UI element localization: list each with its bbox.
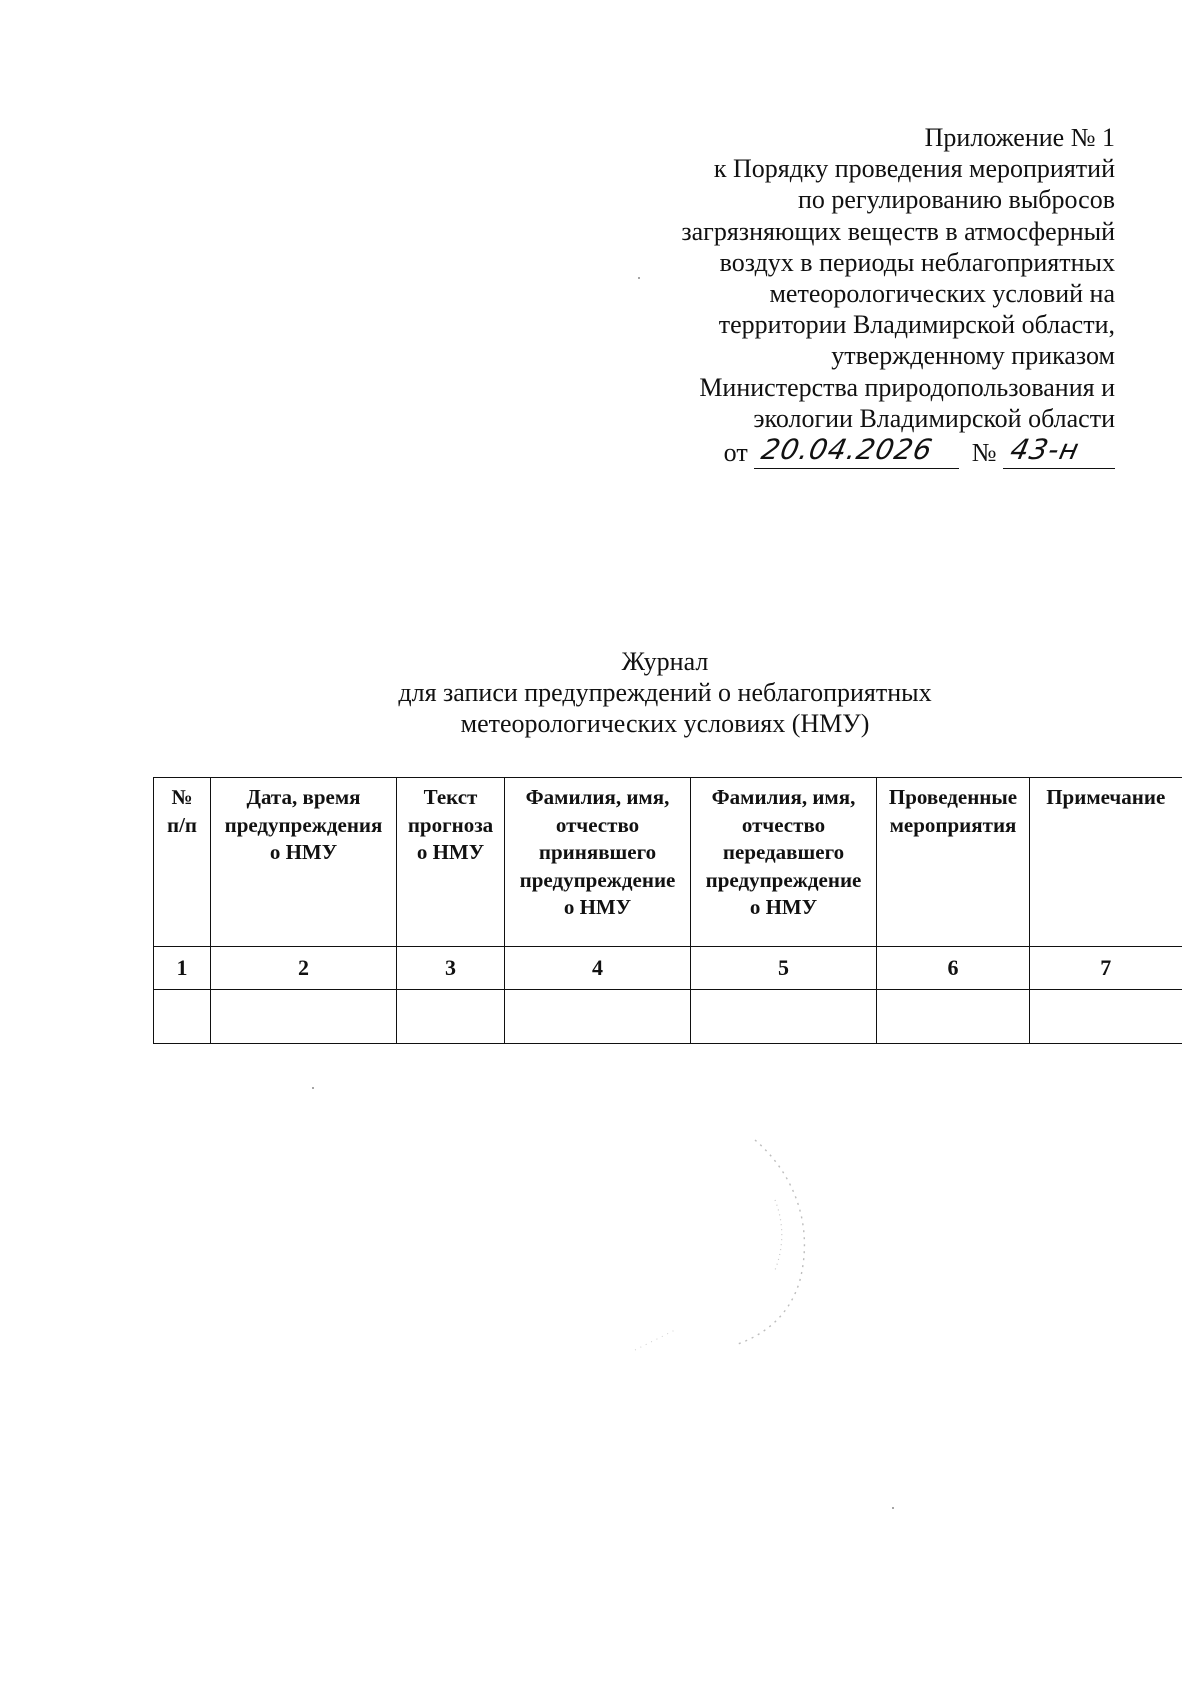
appendix-line: метеорологических условий на [769, 279, 1115, 309]
empty-cell [154, 990, 211, 1044]
appendix-line: по регулированию выбросов [797, 185, 1115, 215]
column-number-cell: 3 [397, 947, 505, 990]
appendix-line: к Порядку проведения мероприятий [713, 154, 1115, 184]
journal-table [153, 777, 1182, 1044]
column-number-row [154, 947, 1182, 990]
header-cell: Примечание [1030, 778, 1182, 947]
faint-stamp-trace [615, 1130, 825, 1360]
column-number-cell: 7 [1030, 947, 1182, 990]
appendix-line: Приложение № 1 [924, 123, 1115, 152]
handwritten-date: 20.04.2026 [758, 433, 937, 467]
scan-speck [638, 277, 640, 279]
empty-cell [505, 990, 691, 1044]
header-cell: Фамилия, имя, отчество принявшего предупреждение о НМУ [505, 778, 691, 947]
empty-cell [1030, 990, 1182, 1044]
appendix-line: воздух в периоды неблагоприятных [719, 247, 1115, 277]
table-header-row [154, 778, 1182, 947]
empty-cell [877, 990, 1030, 1044]
empty-cell [691, 990, 877, 1044]
empty-cell [211, 990, 397, 1044]
order-number-field [1003, 433, 1115, 469]
column-number-cell: 1 [154, 947, 211, 990]
header-cell: Фамилия, имя, отчество передавшего предупреждение о НМУ [691, 778, 877, 947]
appendix-line: утвержденному приказом [831, 341, 1115, 371]
column-number-cell: 5 [691, 947, 877, 990]
header-cell: Проведенные мероприятия [877, 778, 1030, 947]
number-prefix: № [971, 438, 997, 468]
table-row [154, 990, 1182, 1044]
order-date-number-row [595, 433, 1115, 469]
journal-title [150, 646, 1180, 739]
title-line: Журнал [621, 647, 709, 676]
handwritten-number: 43-н [1007, 433, 1083, 467]
empty-cell [397, 990, 505, 1044]
appendix-line: экологии Владимирской области [753, 403, 1115, 433]
appendix-line: загрязняющих веществ в атмосферный [681, 216, 1115, 246]
appendix-line: территории Владимирской области, [718, 310, 1115, 340]
scan-speck [892, 1507, 894, 1509]
column-number-cell: 4 [505, 947, 691, 990]
order-date-field [754, 433, 959, 469]
header-cell: № п/п [154, 778, 211, 947]
column-number-cell: 6 [877, 947, 1030, 990]
date-prefix: от [723, 438, 748, 468]
title-line: для записи предупреждений о неблагоприятных [398, 678, 932, 707]
column-number-cell: 2 [211, 947, 397, 990]
header-cell: Дата, время предупреждения о НМУ [211, 778, 397, 947]
appendix-block [595, 122, 1115, 469]
title-line: метеорологических условиях (НМУ) [460, 709, 870, 738]
appendix-line: Министерства природопользования и [699, 372, 1115, 402]
header-cell: Текст прогноза о НМУ [397, 778, 505, 947]
scan-speck [312, 1087, 314, 1089]
